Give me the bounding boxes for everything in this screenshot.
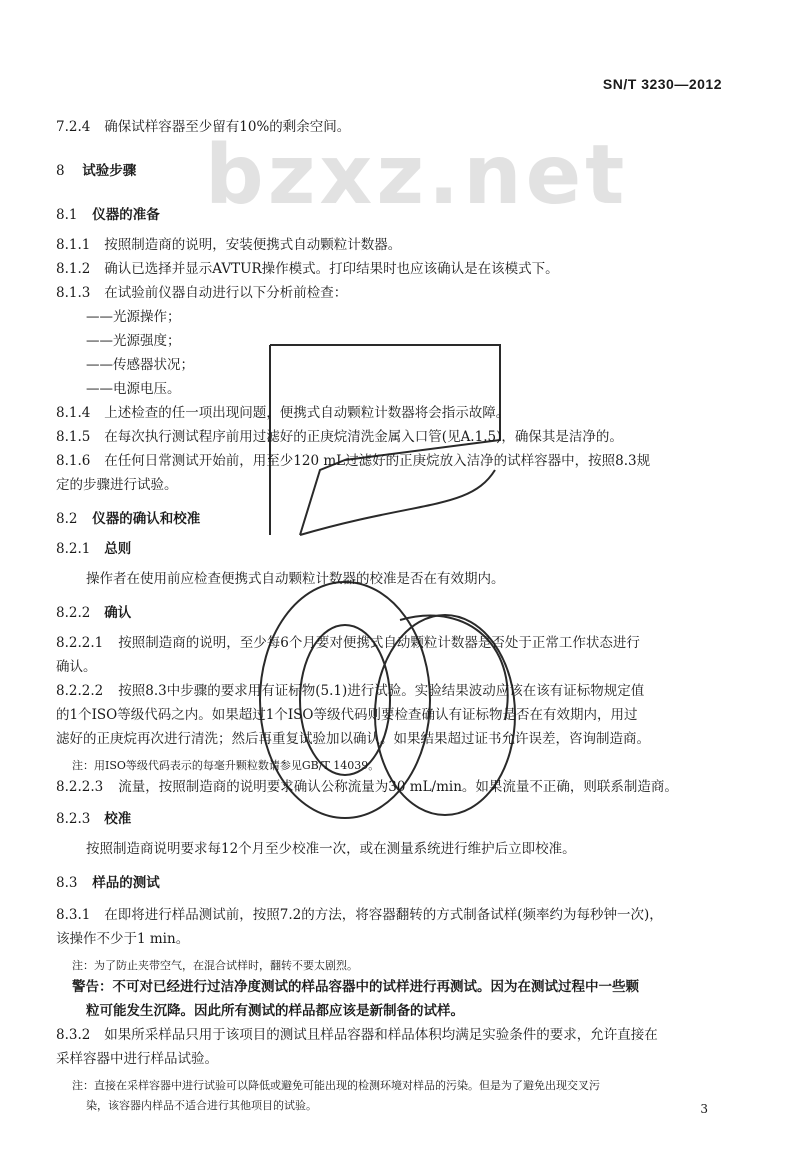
clause-8-1-2: [56, 261, 559, 278]
section-8-1-heading: [56, 207, 160, 224]
clause-text: 如果所采样品只用于该项目的测试且样品容器和样品体积均满足实验条件的要求，允许直接在: [104, 1027, 658, 1043]
clause-number: 8.3.1: [56, 907, 91, 923]
clause-number: 8.1.2: [56, 261, 91, 277]
clause-number: 8.1.3: [56, 285, 91, 301]
clause-8-1-1: [56, 237, 401, 254]
list-item: ——光源操作；: [86, 309, 181, 325]
clause-text: 确保试样容器至少留有10%的剩余空间。: [104, 119, 351, 135]
clause-8-1-6: [56, 453, 650, 470]
note: 染，该容器内样品不适合进行其他项目的试验。: [86, 1099, 317, 1112]
section-title: 总则: [104, 541, 132, 557]
clause-8-2-2-2: [56, 683, 644, 700]
clause-continuation: 确认。: [56, 659, 97, 675]
page-number: 3: [700, 1102, 708, 1116]
watermark-text: bzxz.net: [205, 128, 629, 223]
paragraph: 按照制造商说明要求每12个月至少校准一次，或在测量系统进行维护后立即校准。: [86, 841, 576, 857]
warning-text: 警告：不可对已经进行过洁净度测试的样品容器中的试样进行再测试。因为在测试过程中一些颗: [72, 979, 639, 995]
section-8-heading: [56, 163, 136, 180]
clause-continuation: 该操作不少于1 min。: [56, 931, 190, 947]
standard-code: SN/T 3230—2012: [602, 76, 722, 92]
note: 注：用ISO等级代码表示的每毫升颗粒数请参见GB/T 14039。: [72, 759, 380, 772]
list-item: ——传感器状况；: [86, 357, 194, 373]
clause-text: 在每次执行测试程序前用过滤好的正庚烷清洗金属入口管(见A.1.5)，确保其是洁净的。: [104, 429, 623, 445]
section-title: 校准: [104, 811, 132, 827]
clause-number: 8.1.4: [56, 405, 91, 421]
clause-text: 在任何日常测试开始前，用至少120 mL过滤好的正庚烷放入洁净的试样容器中，按照8.3规: [104, 453, 651, 469]
clause-number: 8.3.2: [56, 1027, 91, 1043]
section-title: 确认: [104, 605, 132, 621]
clause-8-2-2-3: [56, 779, 678, 796]
list-item: ——光源强度；: [86, 333, 181, 349]
clause-text: 上述检查的任一项出现问题，便携式自动颗粒计数器将会指示故障。: [104, 405, 510, 421]
clause-text: 流量，按照制造商的说明要求确认公称流量为30 mL/min。如果流量不正确，则联系制造商。: [118, 779, 678, 795]
section-number: 8.2: [56, 511, 78, 527]
clause-number: 8.2.2.1: [56, 635, 104, 651]
clause-number: 8.1.6: [56, 453, 91, 469]
clause-number: 8.1.5: [56, 429, 91, 445]
note: 注：直接在采样容器中进行试验可以降低或避免可能出现的检测环境对样品的污染。但是为了避免出现交叉污: [72, 1079, 600, 1092]
section-8-2-2-heading: [56, 605, 131, 622]
clause-number: 8.2.2.2: [56, 683, 104, 699]
section-number: 8: [56, 163, 65, 179]
section-number: 8.2.2: [56, 605, 91, 621]
clause-8-1-4: [56, 405, 509, 422]
clause-text: 确认已选择并显示AVTUR操作模式。打印结果时也应该确认是在该模式下。: [104, 261, 559, 277]
clause-8-1-3: [56, 285, 347, 302]
clause-continuation: 滤好的正庚烷再次进行清洗；然后再重复试验加以确认。如果结果超过证书允许误差，咨询制造商。: [56, 731, 650, 747]
clause-text: 按照制造商的说明，至少每6个月要对便携式自动颗粒计数器是否处于正常工作状态进行: [118, 635, 640, 651]
section-number: 8.2.3: [56, 811, 91, 827]
clause-text: 按照制造商的说明，安装便携式自动颗粒计数器。: [104, 237, 402, 253]
clause-number: 8.1.1: [56, 237, 91, 253]
section-title: 仪器的确认和校准: [92, 511, 201, 527]
section-8-2-3-heading: [56, 811, 131, 828]
section-title: 样品的测试: [92, 875, 160, 891]
warning-text: 粒可能发生沉降。因此所有测试的样品都应该是新制备的试样。: [86, 1003, 464, 1019]
clause-8-1-5: [56, 429, 623, 446]
section-8-2-1-heading: [56, 541, 131, 558]
paragraph: 操作者在使用前应检查便携式自动颗粒计数器的校准是否在有效期内。: [86, 571, 505, 587]
clause-text: 按照8.3中步骤的要求用有证标物(5.1)进行试验。实验结果波动应该在该有证标物规定值: [118, 683, 645, 699]
section-number: 8.1: [56, 207, 78, 223]
section-8-2-heading: [56, 511, 200, 528]
section-title: 仪器的准备: [92, 207, 160, 223]
clause-number: 7.2.4: [56, 119, 91, 135]
clause-text: 在即将进行样品测试前，按照7.2的方法，将容器翻转的方式制备试样(频率约为每秒钟一次)，: [104, 907, 663, 923]
section-number: 8.3: [56, 875, 78, 891]
clause-8-3-1: [56, 907, 663, 924]
clause-continuation: 定的步骤进行试验。: [56, 477, 178, 493]
clause-8-3-2: [56, 1027, 658, 1044]
clause-text: 在试验前仪器自动进行以下分析前检查：: [104, 285, 348, 301]
section-8-3-heading: [56, 875, 160, 892]
clause-continuation: 采样容器中进行样品试验。: [56, 1051, 218, 1067]
clause-7-2-4: [56, 119, 350, 136]
clause-8-2-2-1: [56, 635, 640, 652]
section-title: 试验步骤: [82, 163, 137, 179]
list-item: ——电源电压。: [86, 381, 181, 397]
clause-continuation: 的1个ISO等级代码之内。如果超过1个ISO等级代码则要检查确认有证标物是否在有效期内，用过: [56, 707, 638, 723]
clause-number: 8.2.2.3: [56, 779, 104, 795]
note: 注：为了防止夹带空气，在混合试样时，翻转不要太剧烈。: [72, 959, 358, 972]
section-number: 8.2.1: [56, 541, 91, 557]
